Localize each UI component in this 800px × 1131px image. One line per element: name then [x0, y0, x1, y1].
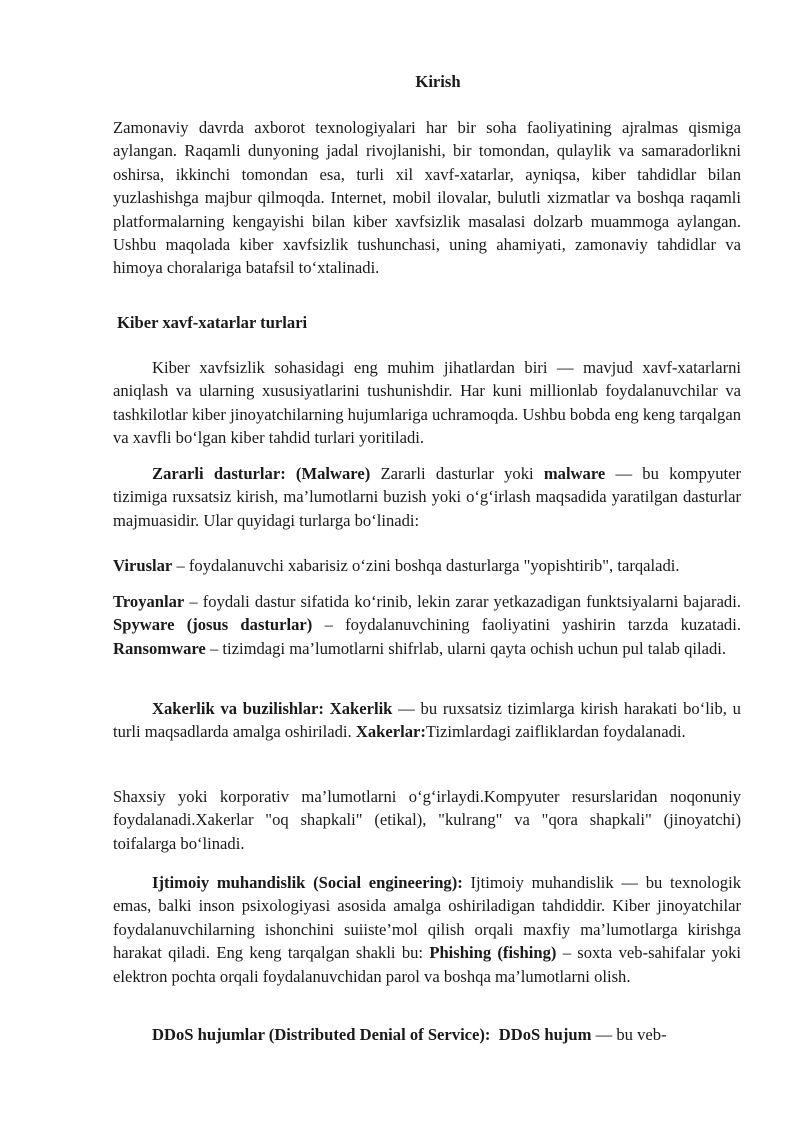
ddos-heading: DDoS hujumlar (Distributed Denial of Service): — [152, 1025, 491, 1044]
viruses-paragraph — [113, 554, 680, 577]
ddos-paragraph — [152, 1023, 667, 1046]
hacking-paragraph — [113, 697, 741, 744]
section-heading: Kiber xavf-xatarlar turlari — [117, 313, 308, 332]
malware-heading: Zararli dasturlar: (Malware) — [152, 464, 371, 483]
hacking-heading: Xakerlik va buzilishlar: Xakerlik — [152, 699, 393, 718]
trojans-paragraph — [113, 590, 741, 660]
viruses-text: – foydalanuvchi xabarisiz o‘zini boshqa dasturlarga "yopishtirib", tarqaladi. — [172, 556, 680, 575]
ransomware-text: – tizimdagi ma’lumotlarni shifrlab, ularni qayta ochish uchun pul talab qiladi. — [205, 638, 727, 658]
malware-text-2: — bu kompyuter tizimiga ruxsatsiz kirish, ma’lumotlarni buzish yoki o‘g‘irlash maqsadida yaratilgan dasturlar majmuasidir. Ular quyidagi turlarga bo‘linadi: — [113, 464, 741, 530]
malware-text-1: Zararli dasturlar yoki — [370, 464, 544, 483]
section-intro-paragraph: Kiber xavfsizlik sohasidagi eng muhim jihatlardan biri — mavjud xavf-xatarlarni aniqlash va ularning xususiyatlarini tushunishdir. Har kuni millionlab foydalanuvchilar va tashkilotlar kiber jinoyatchilarning hujumlariga uchramoqda. Ushbu bobda eng keng tarqalgan va xavfli bo‘lgan kiber tahdid turlari yoritiladi. — [113, 358, 741, 448]
intro-paragraph: Zamonaviy davrda axborot texnologiyalari har bir soha faoliyatining ajralmas qismiga aylangan. Raqamli dunyoning jadal rivojlanishi, bir tomondan, qulaylik va samaradorlikni oshirsa, ikkinchi tomondan esa, turli xil xavf-xatarlar, ayniqsa, kiber tahdidlar bilan yuzlashishga majbur qilmoqda. Internet, mobil ilovalar, bulutli xizmatlar va boshqa raqamli platformalarning kengayishi bilan kiber xavfsizlik masalasi dolzarb muammoga aylangan. Ushbu maqolada kiber xavfsizlik tushunchasi, uning ahamiyati, zamonaviy tahdidlar va himoya choralariga batafsil to‘xtalinadi. — [113, 118, 741, 278]
social-engineering-paragraph — [113, 871, 741, 988]
trojans-term: Troyanlar — [113, 592, 185, 611]
hacking-text-1: — bu ruxsatsiz tizimlarga kirish harakati bo‘lib, u turli maqsadlarda amalga oshiriladi. — [113, 699, 741, 742]
ddos-term: DDoS hujum — [498, 1025, 592, 1044]
personal-data-paragraph: Shaxsiy yoki korporativ ma’lumotlarni o‘g‘irlaydi.Kompyuter resurslaridan noqonuniy foydalanadi.Xakerlar "oq shapkali" (etikal), "kulrang" va "qora shapkali" (jinoyatchi) toifalarga bo‘linadi. — [113, 787, 741, 853]
hacking-text-2: Tizimlardagi zaifliklardan foydalanadi. — [425, 722, 686, 742]
ransomware-term: Ransomware — [113, 638, 206, 658]
social-text-2: – soxta veb-sahifalar yoki elektron pochta orqali foydalanuvchidan parol va boshqa ma’lumotlarni olish. — [113, 943, 741, 986]
hackers-term: Xakerlar: — [355, 722, 426, 742]
trojans-text: – foydali dastur sifatida ko‘rinib, lekin zarar yetkazadigan funktsiyalarni bajaradi. — [184, 592, 741, 611]
phishing-term: Phishing (fishing) — [429, 943, 557, 963]
malware-paragraph — [113, 462, 741, 532]
ddos-text: — bu veb- — [591, 1025, 667, 1044]
malware-term: malware — [543, 464, 606, 483]
page-title: Kirish — [415, 72, 461, 91]
viruses-term: Viruslar — [113, 556, 173, 575]
spyware-term: Spyware (josus dasturlar) — [113, 615, 313, 635]
social-text-1: Ijtimoiy muhandislik — bu texnologik emas, balki inson psixologiyasi asosida amalga oshiriladigan tahdiddir. Kiber jinoyatchilar foydalanuvchilarning ishonchini suiiste’mol qilish orqali maxfiy ma’lumotlarga kirishga harakat qiladi. Eng keng tarqalgan shakli bu: — [113, 873, 742, 963]
social-heading: Ijtimoiy muhandislik (Social engineering): — [152, 873, 463, 892]
spyware-text: – foydalanuvchining faoliyatini yashirin tarzda kuzatadi. — [312, 615, 741, 635]
